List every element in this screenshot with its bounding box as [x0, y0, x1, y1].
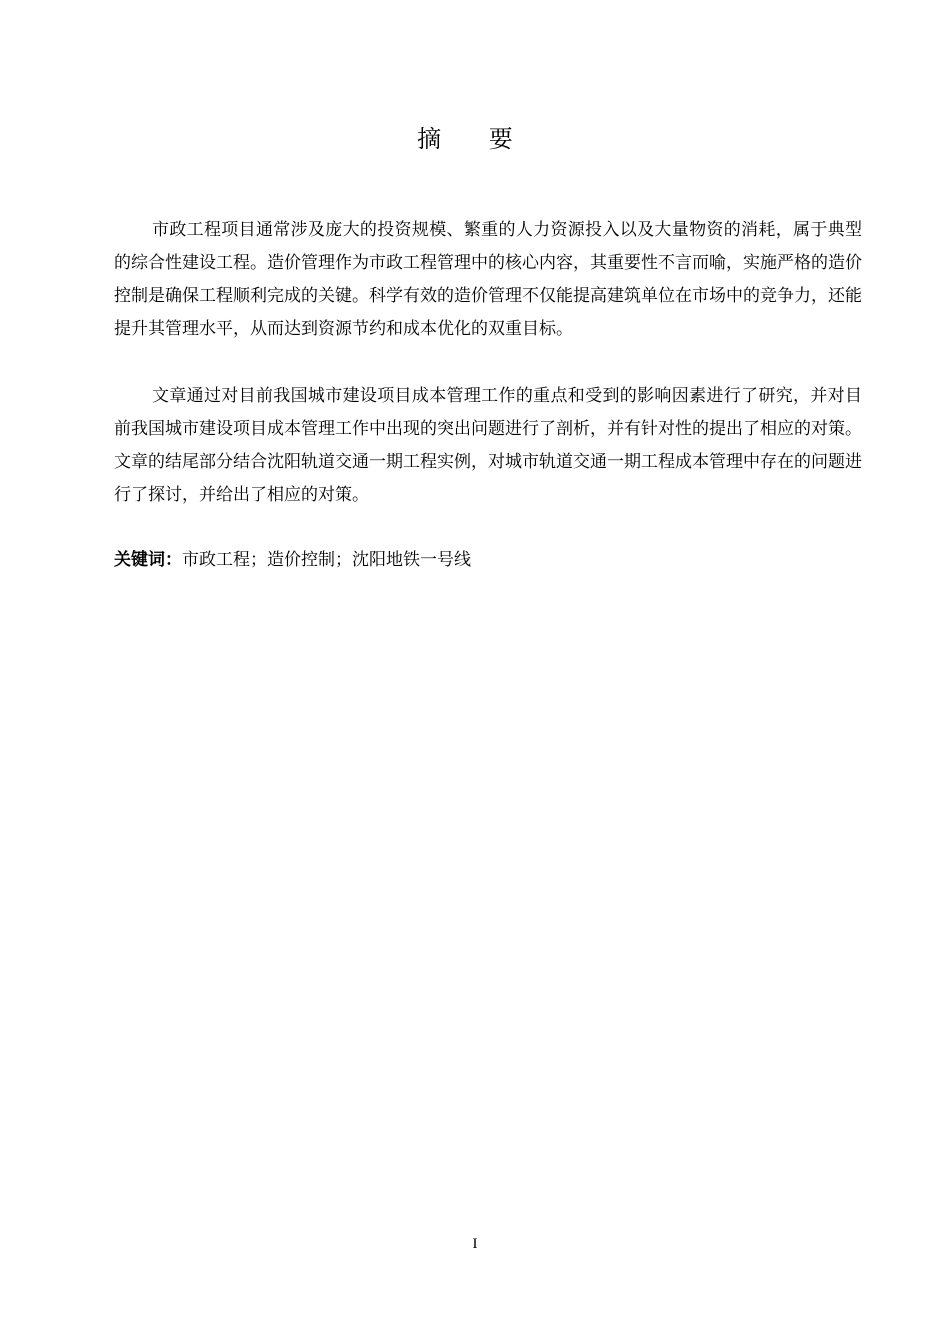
- abstract-title: 摘 要: [417, 125, 533, 153]
- page-number: I: [472, 1236, 478, 1252]
- keywords-text: 市政工程；造价控制；沈阳地铁一号线: [182, 550, 471, 570]
- abstract-paragraph-2: [114, 380, 862, 512]
- paragraph-text: 市政工程项目通常涉及庞大的投资规模、繁重的人力资源投入以及大量物资的消耗，属于典型的综合性建设工程。造价管理作为市政工程管理中的核心内容，其重要性不言而喻，实施严格的造价控制是确保工程顺利完成的关键。科学有效的造价管理不仅能提高建筑单位在市场中的竞争力，还能提升其管理水平，从而达到资源节约和成本优化的双重目标。: [114, 220, 862, 339]
- keywords-line: [114, 545, 862, 575]
- abstract-paragraph-1: [114, 214, 862, 346]
- keywords-label: 关键词：: [114, 550, 182, 570]
- paragraph-text: 文章通过对目前我国城市建设项目成本管理工作的重点和受到的影响因素进行了研究，并对目前我国城市建设项目成本管理工作中出现的突出问题进行了剖析，并有针对性的提出了相应的对策。文章的结尾部分结合沈阳轨道交通一期工程实例，对城市轨道交通一期工程成本管理中存在的问题进行了探讨，并给出了相应的对策。: [114, 386, 862, 505]
